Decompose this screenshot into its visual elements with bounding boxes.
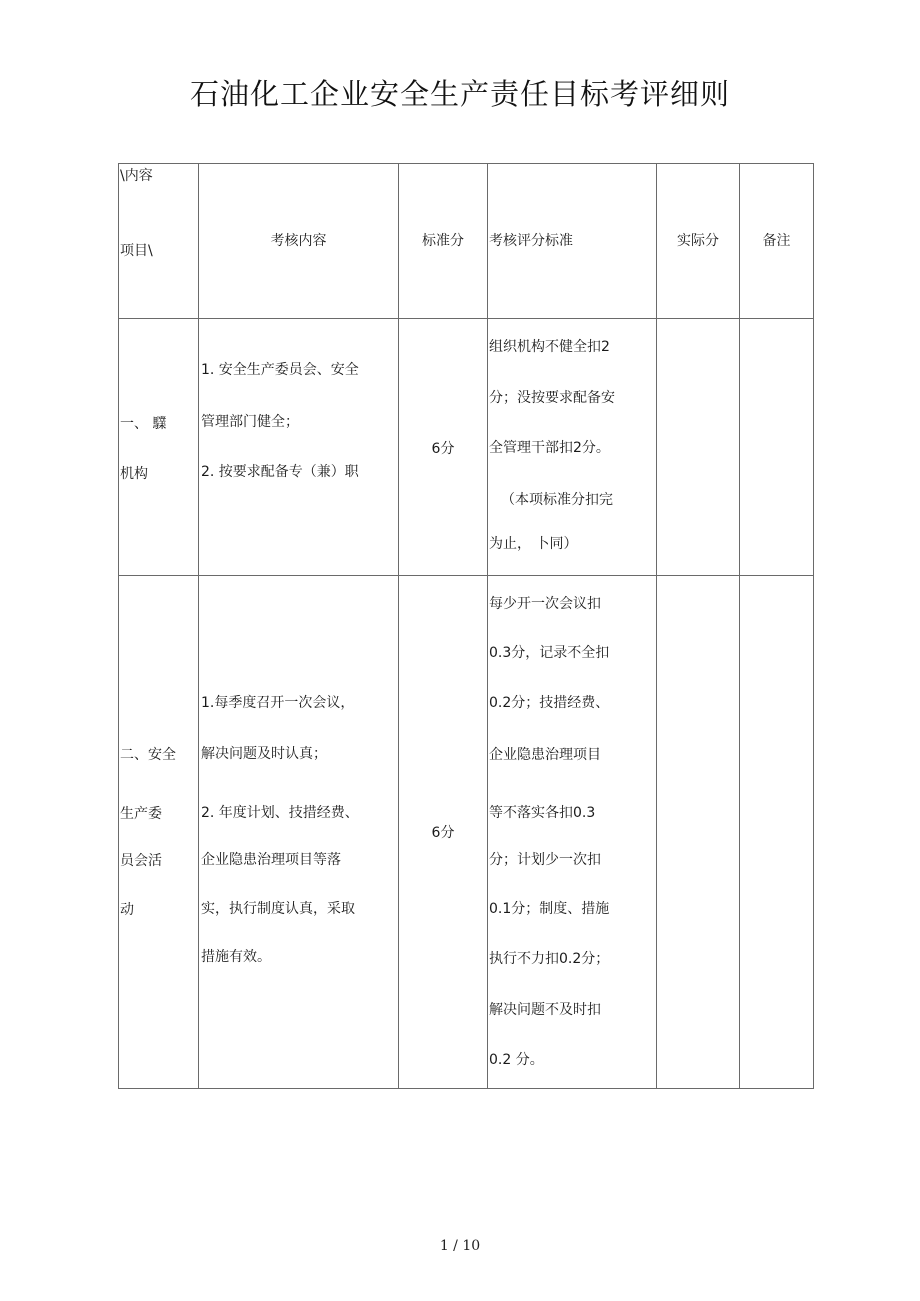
header-standard-score: 标准分 (422, 233, 464, 249)
row-criteria-cell (488, 319, 657, 576)
row-content-cell (199, 319, 399, 576)
row-criteria-line: 为止， 卜同） (489, 536, 578, 552)
row-criteria-line: 分；没按要求配备安 (489, 390, 615, 406)
row-criteria-line: 等不落实各扣0.3 (489, 805, 596, 821)
header-corner-bottom: 项目\ (120, 243, 153, 259)
row-content-line: 实，执行制度认真，采取 (201, 901, 355, 917)
row-item-line: 一、 驜 (120, 416, 167, 432)
row-content-line: 解决问题及时认真； (201, 746, 327, 762)
header-content: 考核内容 (270, 233, 327, 249)
table-row (119, 319, 814, 576)
row-criteria-line: 0.2 分。 (489, 1052, 544, 1068)
table-header-row (119, 164, 814, 319)
row-content-line: 2. 按要求配备专（兼）职 (201, 464, 359, 480)
header-actual-score: 实际分 (677, 233, 719, 249)
row-content-line: 2. 年度计划、技措经费、 (201, 805, 359, 821)
row-criteria-line: （本项标准分扣完 (501, 492, 613, 508)
header-remarks: 备注 (762, 233, 791, 249)
table-row (119, 576, 814, 1089)
header-corner-cell (119, 164, 199, 319)
row-item-line: 员会活 (120, 853, 162, 869)
row-criteria-line: 分；计划少一次扣 (489, 852, 601, 868)
row-criteria-line: 企业隐患治理项目 (489, 747, 601, 763)
row-remarks-cell (740, 576, 814, 1089)
row-content-line: 1. 安全生产委员会、安全 (201, 362, 359, 378)
row-content-line: 措施有效。 (201, 949, 271, 965)
row-remarks-cell (740, 319, 814, 576)
header-criteria: 考核评分标准 (489, 233, 573, 249)
row-item-cell (119, 576, 199, 1089)
row-criteria-line: 全管理干部扣2分。 (489, 440, 610, 456)
row-standard-score-cell (399, 319, 488, 576)
row-standard-score: 6分 (431, 825, 455, 841)
row-criteria-line: 解决问题不及时扣 (489, 1002, 601, 1018)
row-item-cell (119, 319, 199, 576)
row-item-line: 生产委 (120, 806, 162, 822)
header-standard-score-cell (399, 164, 488, 319)
header-actual-score-cell (657, 164, 740, 319)
header-remarks-cell (740, 164, 814, 319)
row-item-line: 动 (120, 902, 134, 918)
row-actual-score-cell (657, 319, 740, 576)
row-actual-score-cell (657, 576, 740, 1089)
row-criteria-line: 0.2分；技措经费、 (489, 695, 610, 711)
row-criteria-cell (488, 576, 657, 1089)
row-content-line: 1.每季度召开一次会议， (201, 695, 355, 711)
row-criteria-line: 0.1分；制度、措施 (489, 901, 610, 917)
row-criteria-line: 0.3分，记录不全扣 (489, 645, 610, 661)
row-content-cell (199, 576, 399, 1089)
row-content-line: 企业隐患治理项目等落 (201, 852, 341, 868)
row-standard-score-cell (399, 576, 488, 1089)
row-criteria-line: 组织机构不健全扣2 (489, 339, 610, 355)
header-content-cell (199, 164, 399, 319)
document-title: 石油化工企业安全生产责任目标考评细则 (189, 77, 730, 111)
row-criteria-line: 每少开一次会议扣 (489, 596, 601, 612)
row-item-line: 机构 (120, 466, 148, 482)
row-item-line: 二、安全 (120, 747, 176, 763)
header-corner-top: \内容 (120, 168, 153, 184)
header-criteria-cell (488, 164, 657, 319)
row-content-line: 管理部门健全； (201, 414, 299, 430)
row-standard-score: 6分 (431, 441, 455, 457)
row-criteria-line: 执行不力扣0.2分； (489, 951, 610, 967)
page-number: 1 / 10 (439, 1238, 481, 1254)
evaluation-table (118, 163, 814, 1089)
